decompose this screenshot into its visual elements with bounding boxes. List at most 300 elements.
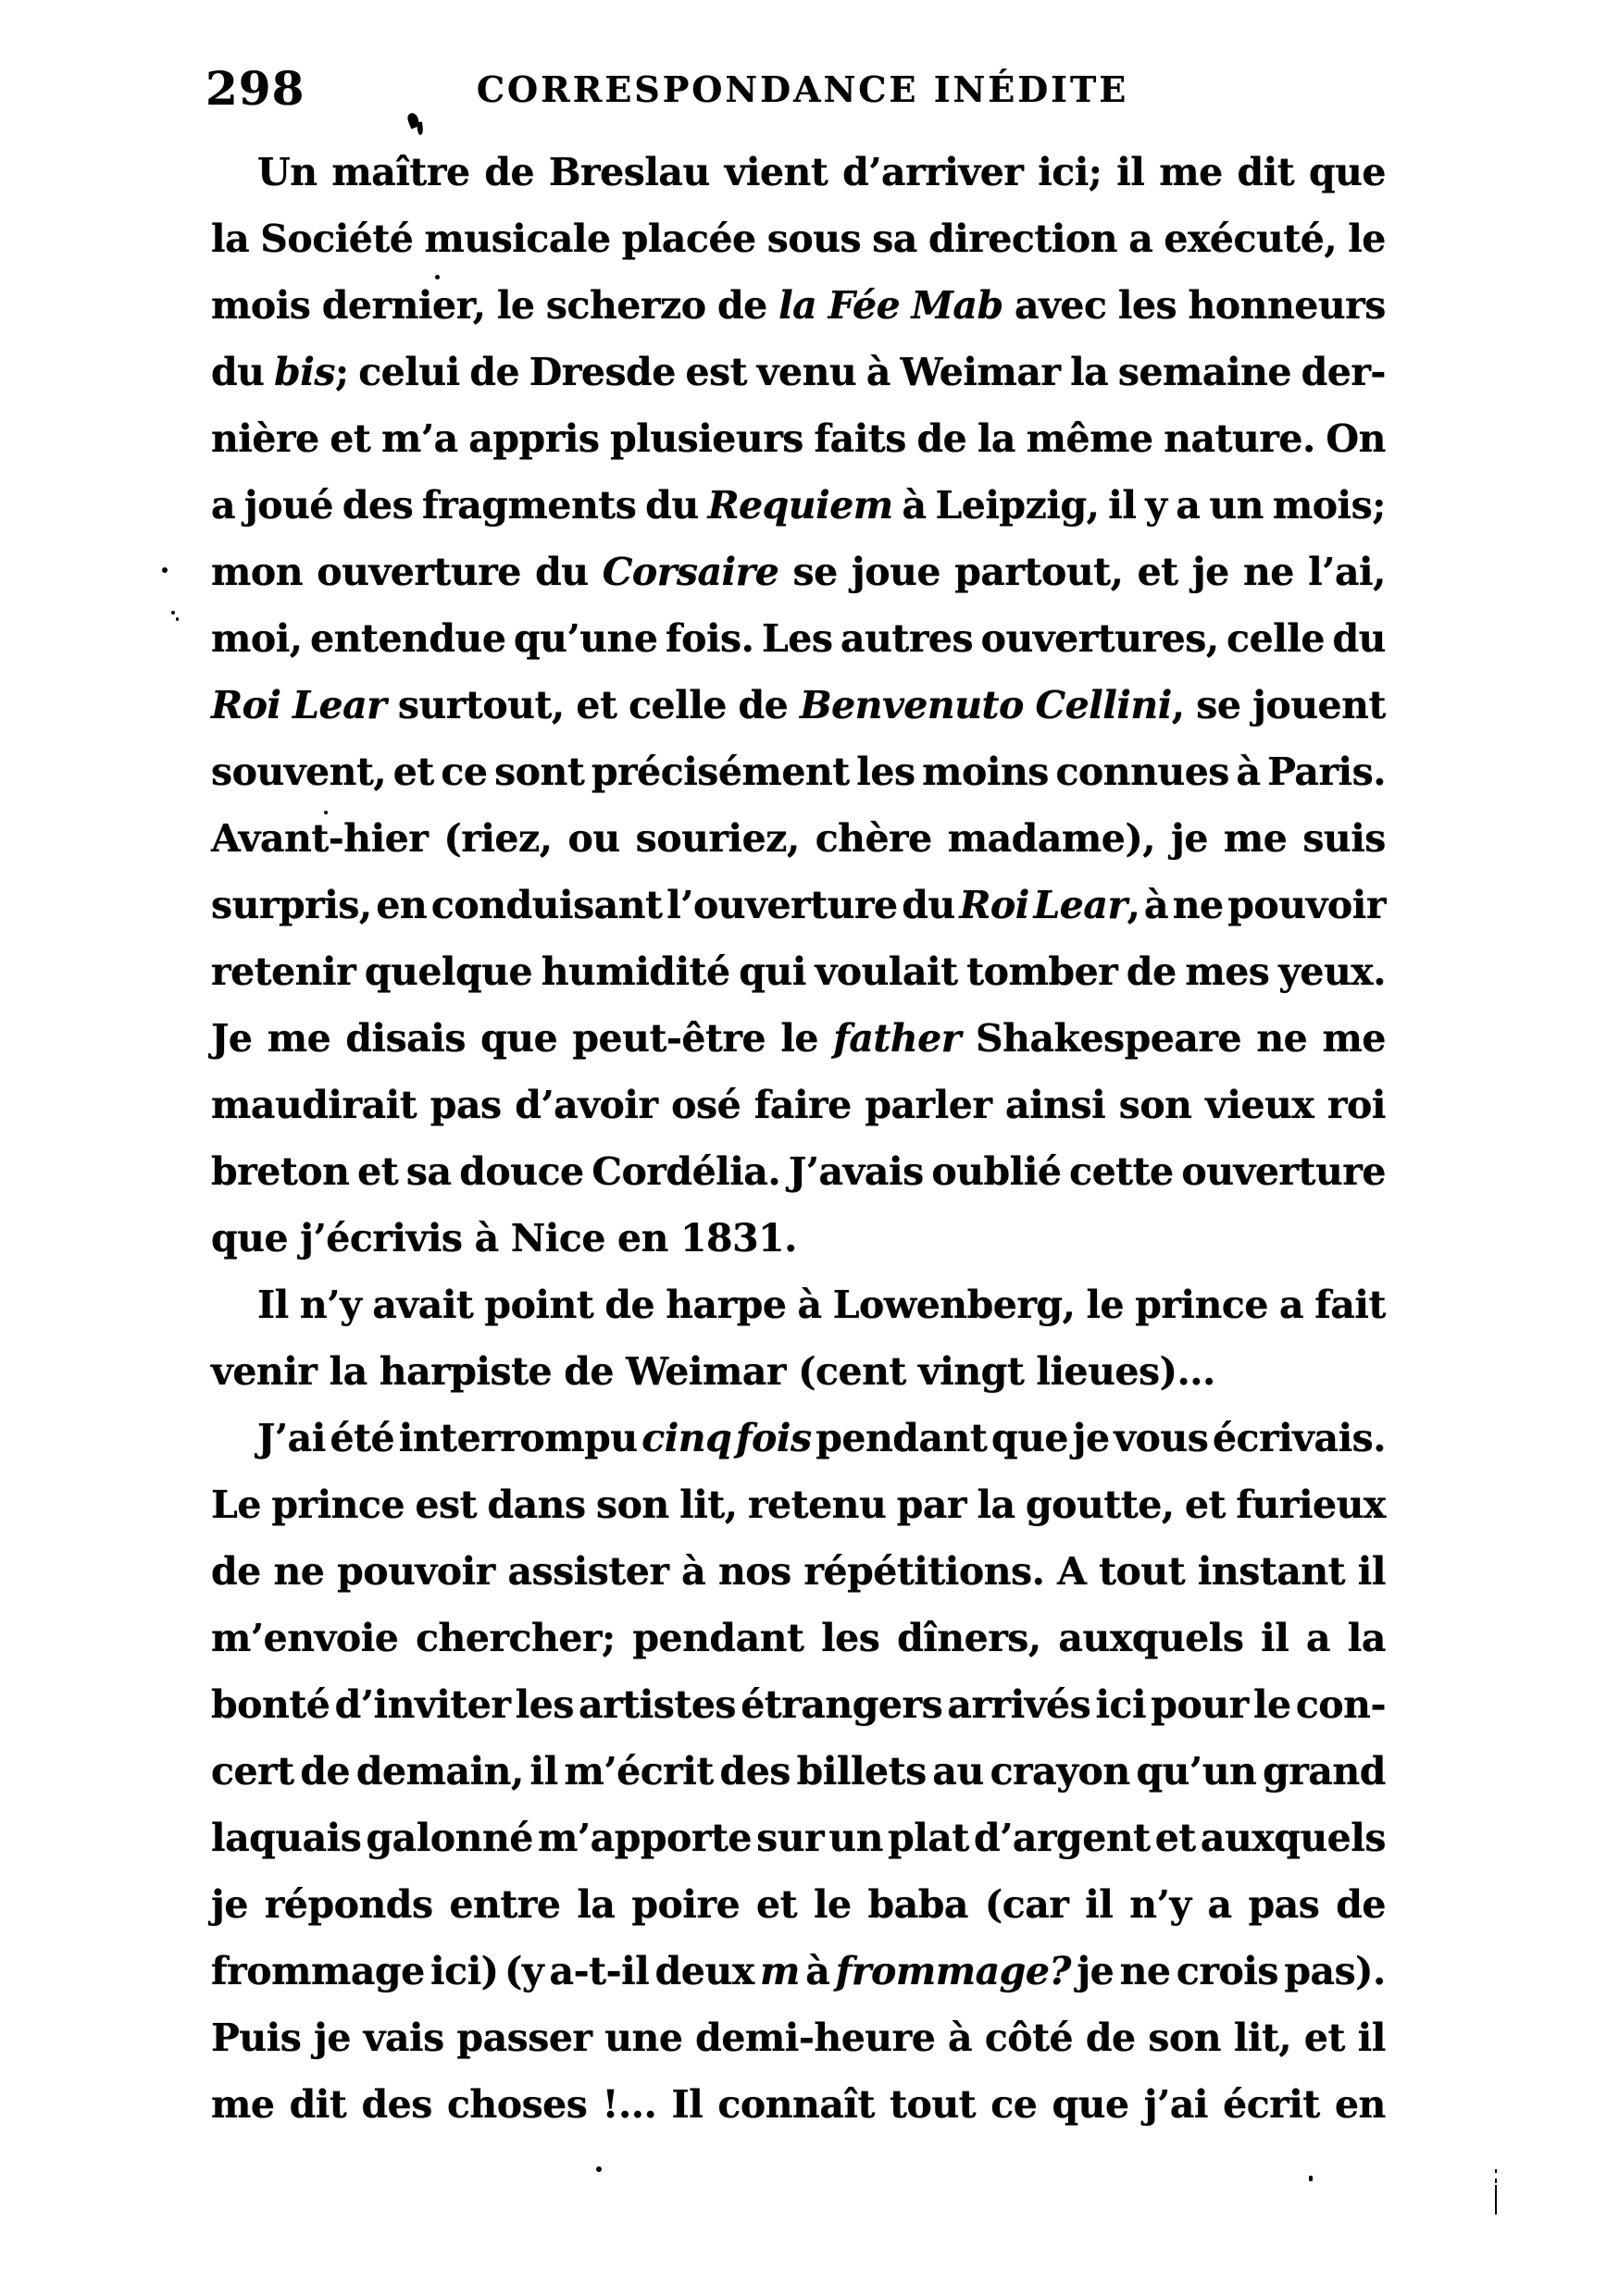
word: celui [358,350,460,394]
word: demain, [355,1749,524,1793]
text-line [211,1138,1386,1205]
word: auxquels [1058,1616,1244,1660]
word: ouverture [317,550,521,594]
word: a [1207,1882,1232,1927]
word: Dresde [529,350,676,394]
word: écrit [1223,2082,1320,2127]
word: m’envoie [211,1616,399,1660]
word: et [756,1882,798,1927]
word: que [1308,150,1386,194]
word: Weimar [626,1349,787,1394]
word: fois [735,1416,812,1460]
word: à [1143,883,1169,927]
word: m [760,1949,800,1993]
word: ainsi [1005,1083,1106,1127]
word: vieux [1205,1083,1314,1127]
word: Un [257,150,318,194]
word: que [1052,2082,1129,2127]
word: à [948,2016,973,2060]
word: dîners, [897,1616,1041,1660]
word: bis; [274,350,349,394]
word: surpris, [211,883,372,927]
word: galonné [366,1816,533,1860]
word: Benvenuto [799,683,1024,727]
word: n’y [299,1283,362,1327]
word: sa [872,217,917,261]
word: Fée [828,283,901,328]
word: bonté [211,1682,330,1727]
word: conduisant [430,883,663,927]
word: est [685,350,748,394]
text-line [211,1605,1386,1671]
word: laquais [211,1816,362,1860]
word: joue [851,550,940,594]
word: exécuté, [1164,217,1338,261]
word: Il [257,1283,289,1327]
text-line [211,605,1386,672]
word: les [1117,283,1177,328]
word: pouvoir [1227,883,1386,927]
word: souriez, [635,816,800,861]
letter-body [211,139,1386,2138]
ink-speckle [435,275,440,279]
word: yeux. [1278,949,1386,994]
word: à [902,483,927,527]
word: connaît [717,2082,875,2127]
word: m’apporte [537,1816,753,1860]
word: faits [814,416,906,461]
word: la [577,1882,616,1927]
text-line [211,1538,1386,1605]
word: Requiem [707,483,893,527]
word: goutte, [1026,1483,1175,1527]
ink-speckle [324,811,328,814]
word: passer [456,2016,592,2060]
word: y [1145,483,1167,527]
word: pouvoir [337,1549,495,1594]
word: ne [273,1549,325,1594]
word: chercher; [416,1616,616,1660]
word: je [1072,1416,1110,1460]
word: Mab [911,283,1003,328]
word: Société [260,217,414,261]
word: m’a [380,416,458,461]
word: vous [1114,1416,1209,1460]
word: le [1252,1682,1291,1727]
word: arrivés [947,1682,1091,1727]
word: que [211,1216,289,1260]
word: mon [211,550,304,594]
word: maudirait [211,1083,417,1127]
word: ne [1242,550,1294,594]
word: pour [1151,1682,1249,1727]
word: le [1348,217,1386,261]
word: du [902,883,955,927]
text-line [211,272,1386,339]
word: réponds [264,1882,433,1927]
word: le [1086,1283,1125,1327]
word: d’argent [973,1816,1151,1860]
word: que [990,1416,1068,1460]
text-line [211,1805,1386,1871]
word: instant [1197,1549,1346,1594]
word: dit [1237,150,1295,194]
word: en [376,883,428,927]
word: entre [449,1882,561,1927]
word: plusieurs [610,416,803,461]
word: est [415,1483,478,1527]
word: Paris. [1267,750,1386,794]
word: retenu [747,1483,887,1527]
word: Leipzig, [935,483,1100,527]
word: avait [372,1283,474,1327]
word: fait [1314,1283,1386,1327]
word: furieux [1236,1483,1386,1527]
word: celle [1227,616,1325,661]
word: scherzo [545,283,706,328]
word: j’ai [1143,2082,1208,2127]
word: l’ai, [1308,550,1386,594]
word: semaine [1117,350,1291,394]
text-line [211,472,1386,539]
word: ici; [1038,150,1102,194]
text-line [211,139,1386,205]
word: lit, [1233,2016,1292,2060]
word: des [719,1749,791,1793]
word: étrangers [741,1682,943,1727]
word: autres [841,616,974,661]
word: moins [922,750,1049,794]
word: de [300,1749,351,1793]
word: Puis [211,2016,302,2060]
word: de [716,283,767,328]
word: je [314,2016,351,2060]
word: nature. [1164,416,1315,461]
word: celle [629,683,727,727]
word: je [1191,550,1229,594]
word: prince [271,1483,405,1527]
word: fois. [665,616,754,661]
word: la [977,1483,1015,1527]
word: mois; [1272,483,1386,527]
word: à [474,1216,499,1260]
word: les [515,1682,574,1727]
word: de [564,1349,614,1394]
word: un [828,1816,883,1860]
word: der- [1301,350,1386,394]
word: suis [1302,816,1386,861]
word: écrivais. [1212,1416,1386,1460]
word: madame), [947,816,1156,861]
word: ici) [430,1949,499,1993]
word: pendant [816,1416,988,1460]
word: disais [345,1016,466,1061]
word: pas [430,1083,502,1127]
word: jouent [1252,683,1386,727]
word: répétitions. [803,1549,1045,1594]
word: pas [1248,1882,1320,1927]
word: ne [1172,883,1224,927]
word: il [1116,150,1145,194]
word: me [267,1016,331,1061]
word: il [1357,2016,1386,2060]
word: ici [1095,1682,1147,1727]
word: de [469,350,520,394]
word: Roi [211,683,281,727]
word: Nice [510,1216,605,1260]
word: auxquels [1200,1816,1386,1860]
word: son [1118,1083,1192,1127]
word: il [1108,483,1137,527]
word: un [1209,483,1264,527]
word: il [1085,1882,1114,1927]
ink-speckle [1495,2169,1497,2173]
word: crayon [990,1749,1130,1793]
word: j’écrivis [300,1216,463,1260]
text-line [211,1938,1386,2004]
word: le [780,1016,818,1061]
word: maître [331,150,470,194]
word: mes [1185,949,1270,994]
page-number: 298 [205,61,305,116]
word: J’ai [257,1416,326,1460]
word: et [392,750,434,794]
word: ouverture [1181,1149,1386,1194]
word: !... [602,2082,657,2127]
word: le [496,283,535,328]
word: Lowenberg, [832,1283,1076,1327]
word: moi, [211,616,303,661]
word: sur [756,1816,825,1860]
word: et [1184,1483,1226,1527]
word: osé [671,1083,741,1127]
text-line [211,1072,1386,1138]
word: Avant-hier [211,816,429,861]
word: On [1326,416,1386,461]
word: ne [1119,1949,1171,1993]
scan-scratch-line [1495,2185,1497,2215]
word: (cent [798,1349,906,1394]
word: même [1026,416,1153,461]
word: frommage [211,1949,425,1993]
word: appris [468,416,600,461]
word: lieues)... [1036,1349,1215,1394]
word: à [681,1549,706,1594]
running-title: CORRESPONDANCE INÉDITE [476,68,1129,110]
word: ce [441,750,488,794]
word: des [361,2082,432,2127]
word: a [1128,217,1153,261]
word: placée [621,217,756,261]
word: nière [211,416,319,461]
word: en [1334,2082,1386,2127]
word: harpiste [379,1349,553,1394]
word: surtout, [397,683,565,727]
word: douce [459,1149,584,1194]
word: musicale [424,217,611,261]
word: connues [1055,750,1229,794]
word: de [1126,949,1177,994]
ink-speckle [1309,2176,1313,2181]
word: son [596,1483,669,1527]
word: assister [507,1549,669,1594]
word: du [535,550,589,594]
word: grand [1263,1749,1386,1793]
word: ou [567,816,620,861]
word: Cellini, [1035,683,1185,727]
word: venu [756,350,857,394]
word: Les [761,616,833,661]
word: tout [1099,1549,1186,1594]
word: artistes [579,1682,736,1727]
word: 1831. [680,1216,797,1260]
word: plat [888,1816,969,1860]
text-line [211,1005,1386,1072]
word: breton [211,1149,350,1194]
word: Je [211,1016,253,1061]
text-line [211,738,1386,805]
word: la [778,283,817,328]
word: chère [815,816,932,861]
word: partout, [954,550,1124,594]
word: fragments [422,483,637,527]
word: et [357,1149,399,1194]
word: (riez, [443,816,553,861]
word: il [529,1749,558,1793]
word: d’arriver [842,150,1024,194]
ink-speckle [1495,2178,1497,2183]
word: (car [984,1882,1069,1927]
word: Breslau [548,150,710,194]
word: Corsaire [602,550,779,594]
word: à [1236,750,1261,794]
word: été [330,1416,395,1460]
word: qu’une [513,616,658,661]
word: poire [631,1882,741,1927]
word: dernier, [321,283,486,328]
word: father [833,1016,961,1061]
word: Le [211,1483,261,1527]
word: mois [211,283,311,328]
ink-speckle [596,2166,602,2172]
word: honneurs [1188,283,1386,328]
word: direction [928,217,1118,261]
word: une [604,2016,683,2060]
word: il [1261,1616,1289,1660]
word: dit [289,2082,347,2127]
text-line [211,672,1386,738]
word: l’ouverture [666,883,898,927]
word: d’inviter [334,1682,511,1727]
word: me [1322,1016,1386,1061]
text-line [211,2071,1386,2138]
ink-speckle [162,567,168,573]
word: la [329,1349,367,1394]
word: (y [504,1949,544,1993]
word: vais [363,2016,444,2060]
word: pas). [1284,1949,1386,1993]
word: la [977,416,1015,461]
word: de [1085,2016,1136,2060]
word: le [813,1882,852,1927]
ink-comma-artifact [405,112,420,130]
word: du [645,483,699,527]
word: Il [671,2082,704,2127]
word: baba [867,1882,968,1927]
word: de [916,416,967,461]
word: la [1070,350,1109,394]
word: de [484,150,535,194]
word: Weimar [900,350,1061,394]
word: qu’un [1136,1749,1257,1793]
word: a [1279,1283,1304,1327]
word: n’y [1129,1882,1191,1927]
text-line [211,1671,1386,1738]
word: crois [1176,1949,1278,1993]
word: Lear [293,683,387,727]
word: d’avoir [515,1083,658,1127]
word: a [1305,1616,1331,1660]
word: con- [1295,1682,1386,1727]
word: de [604,1283,655,1327]
word: sa [405,1149,452,1194]
text-line [211,872,1386,938]
word: me [211,2082,275,2127]
text-line [211,1871,1386,1938]
text-line [211,1272,1386,1338]
word: ne [1256,1016,1308,1061]
text-line [211,405,1386,472]
word: la [211,217,250,261]
word: je [1171,816,1208,861]
word: qui [739,949,806,994]
text-line [211,2004,1386,2071]
word: et [1137,550,1178,594]
word: et [330,416,371,461]
ink-speckle [171,611,175,614]
word: ouvertures, [980,616,1219,661]
word: me [1159,150,1223,194]
word: dans [487,1483,586,1527]
word: demi-heure [695,2016,936,2060]
word: les [821,1616,880,1660]
word: sont [494,750,585,794]
word: se [792,550,838,594]
word: Shakespeare [976,1016,1242,1061]
word: sous [766,217,862,261]
word: quelque [364,949,533,994]
text-line [211,1471,1386,1538]
word: par [896,1483,967,1527]
word: du [1332,616,1386,661]
word: prince [1135,1283,1268,1327]
word: et [1154,1816,1196,1860]
word: côté [984,2016,1074,2060]
word: venir [211,1349,318,1394]
word: billets [796,1749,927,1793]
word: des [342,483,414,527]
word: Lear, [1033,883,1140,927]
word: en [617,1216,668,1260]
word: que [480,1016,558,1061]
word: et [1303,2016,1345,2060]
word: Roi [959,883,1029,927]
text-line [211,1338,1386,1405]
word: lit, [679,1483,738,1527]
word: joué [243,483,333,527]
word: a-t-il [549,1949,650,1993]
word: se [1196,683,1241,727]
